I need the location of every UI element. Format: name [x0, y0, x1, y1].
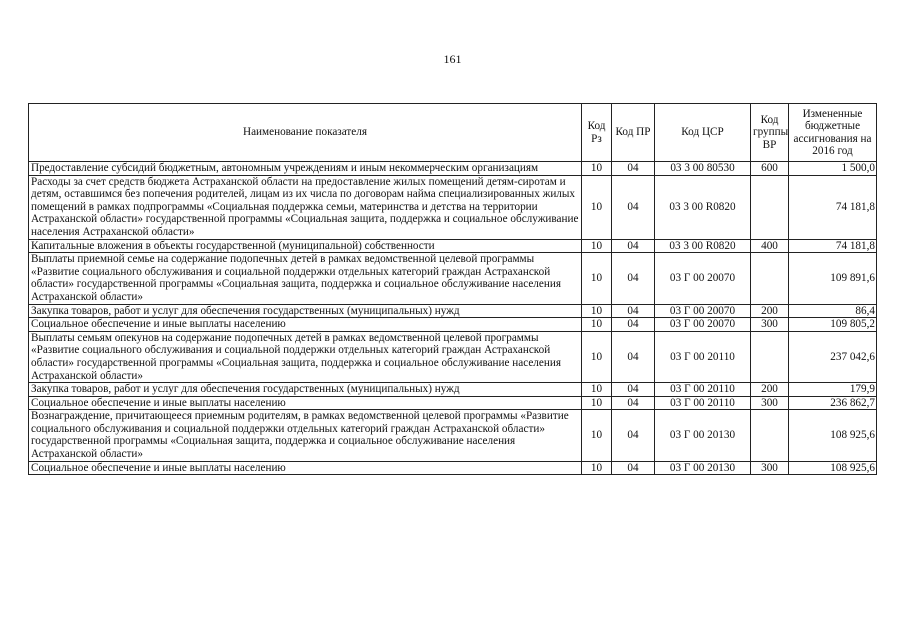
row-vr: [751, 331, 789, 382]
row-name: Выплаты приемной семье на содержание подопечных детей в рамках ведомственной целевой программы «Развитие социального обслуживания и социальной поддержки отдельных категорий граждан Астраханской области» государственной программы «Социальная защита, поддержка и социальное обслуживание населения Астраханской области»: [29, 253, 582, 304]
table-row: [29, 410, 877, 461]
row-rz: 10: [582, 410, 612, 461]
header-rz: Код Рз: [582, 104, 612, 162]
row-amount: 109 805,2: [789, 318, 877, 332]
row-amount: 179,9: [789, 383, 877, 397]
row-rz: 10: [582, 239, 612, 253]
row-pr: 04: [612, 304, 655, 318]
table-row: [29, 396, 877, 410]
row-name: Выплаты семьям опекунов на содержание подопечных детей в рамках ведомственной целевой программы «Развитие социального обслуживания и социальной поддержки отдельных категорий граждан Астраханской области» государственной программы «Социальная защита, поддержка и социальное обслуживание населения Астраханской области»: [29, 331, 582, 382]
table-row: [29, 331, 877, 382]
row-pr: 04: [612, 331, 655, 382]
row-pr: 04: [612, 239, 655, 253]
row-vr: 200: [751, 383, 789, 397]
header-name: Наименование показателя: [29, 104, 582, 162]
row-amount: 74 181,8: [789, 239, 877, 253]
row-csr: 03 Г 00 20110: [655, 331, 751, 382]
row-name: Расходы за счет средств бюджета Астраханской области на предоставление жилых помещений детям-сиротам и детям, оставшимся без попечения родителей, лицам из их числа по договорам найма специализированных жилых помещений в рамках подпрограммы «Социальная поддержка семьи, материнства и детства на территории Астраханской области» государственной программы «Социальная защита, поддержка и социальное обслуживание населения Астраханской области»: [29, 175, 582, 239]
row-amount: 108 925,6: [789, 410, 877, 461]
row-pr: 04: [612, 383, 655, 397]
row-name: Предоставление субсидий бюджетным, автономным учреждениям и иным некоммерческим организациям: [29, 162, 582, 176]
row-pr: 04: [612, 410, 655, 461]
row-vr: [751, 175, 789, 239]
row-csr: 03 Г 00 20130: [655, 410, 751, 461]
row-rz: 10: [582, 461, 612, 475]
header-vr: Код группы ВР: [751, 104, 789, 162]
row-csr: 03 Г 00 20110: [655, 396, 751, 410]
row-amount: 86,4: [789, 304, 877, 318]
row-amount: 1 500,0: [789, 162, 877, 176]
row-csr: 03 3 00 R0820: [655, 175, 751, 239]
row-pr: 04: [612, 396, 655, 410]
row-rz: 10: [582, 253, 612, 304]
row-vr: 600: [751, 162, 789, 176]
row-pr: 04: [612, 175, 655, 239]
row-name: Закупка товаров, работ и услуг для обеспечения государственных (муниципальных) нужд: [29, 383, 582, 397]
row-rz: 10: [582, 396, 612, 410]
row-rz: 10: [582, 318, 612, 332]
row-vr: [751, 410, 789, 461]
table-row: [29, 239, 877, 253]
row-csr: 03 Г 00 20070: [655, 304, 751, 318]
row-vr: 200: [751, 304, 789, 318]
table-row: [29, 175, 877, 239]
row-pr: 04: [612, 318, 655, 332]
table-row: [29, 253, 877, 304]
row-vr: 300: [751, 318, 789, 332]
row-csr: 03 3 00 80530: [655, 162, 751, 176]
row-csr: 03 Г 00 20110: [655, 383, 751, 397]
row-pr: 04: [612, 253, 655, 304]
row-rz: 10: [582, 331, 612, 382]
budget-table: [28, 103, 877, 475]
row-csr: 03 Г 00 20130: [655, 461, 751, 475]
table-row: [29, 304, 877, 318]
row-rz: 10: [582, 175, 612, 239]
row-csr: 03 Г 00 20070: [655, 318, 751, 332]
row-name: Социальное обеспечение и иные выплаты населению: [29, 396, 582, 410]
row-pr: 04: [612, 461, 655, 475]
table-header-row: [29, 104, 877, 162]
row-csr: 03 Г 00 20070: [655, 253, 751, 304]
row-amount: 109 891,6: [789, 253, 877, 304]
row-name: Социальное обеспечение и иные выплаты населению: [29, 461, 582, 475]
table-row: [29, 383, 877, 397]
row-name: Вознаграждение, причитающееся приемным родителям, в рамках ведомственной целевой программы «Развитие социального обслуживания и социальной поддержки отдельных категорий граждан Астраханской области» государственной программы «Социальная защита, поддержка и социальное обслуживание населения Астраханской области»: [29, 410, 582, 461]
row-vr: 300: [751, 461, 789, 475]
row-vr: [751, 253, 789, 304]
row-rz: 10: [582, 383, 612, 397]
row-name: Капитальные вложения в объекты государственной (муниципальной) собственности: [29, 239, 582, 253]
row-amount: 236 862,7: [789, 396, 877, 410]
table-row: [29, 461, 877, 475]
header-csr: Код ЦСР: [655, 104, 751, 162]
row-rz: 10: [582, 162, 612, 176]
row-vr: 300: [751, 396, 789, 410]
table-row: [29, 162, 877, 176]
row-amount: 108 925,6: [789, 461, 877, 475]
row-amount: 237 042,6: [789, 331, 877, 382]
row-amount: 74 181,8: [789, 175, 877, 239]
page-number: 161: [443, 52, 462, 66]
row-vr: 400: [751, 239, 789, 253]
row-name: Социальное обеспечение и иные выплаты населению: [29, 318, 582, 332]
row-rz: 10: [582, 304, 612, 318]
table-row: [29, 318, 877, 332]
row-pr: 04: [612, 162, 655, 176]
row-csr: 03 3 00 R0820: [655, 239, 751, 253]
header-pr: Код ПР: [612, 104, 655, 162]
row-name: Закупка товаров, работ и услуг для обеспечения государственных (муниципальных) нужд: [29, 304, 582, 318]
header-amount: Измененные бюджетные ассигнования на 2016 год: [789, 104, 877, 162]
